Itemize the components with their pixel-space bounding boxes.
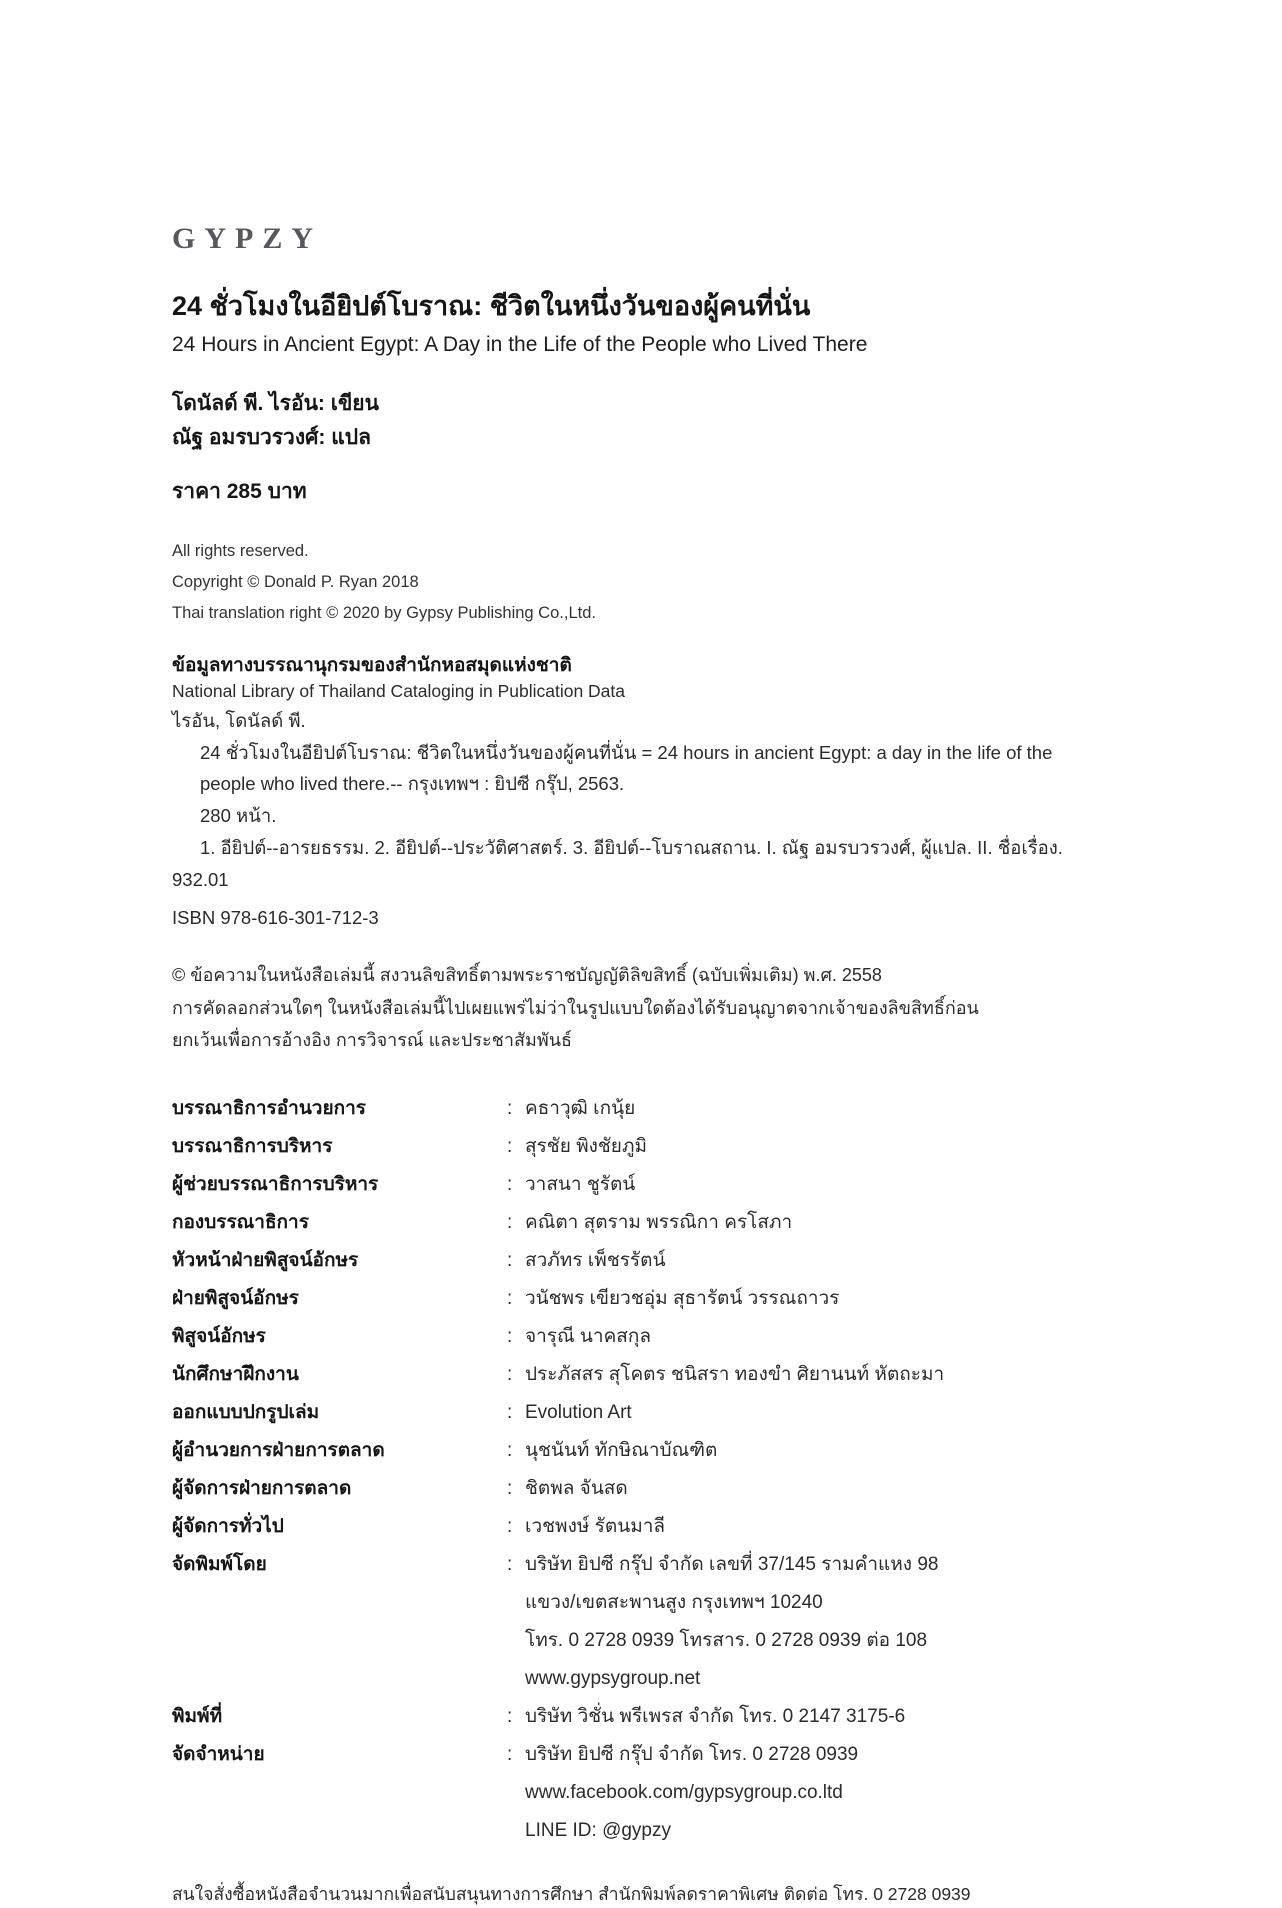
rights-reserved-line: All rights reserved. bbox=[172, 541, 309, 560]
credit-label: ผู้จัดการฝ่ายการตลาด bbox=[172, 1477, 352, 1499]
credit-label: ฝ่ายพิสูจน์อักษร bbox=[172, 1287, 299, 1309]
credit-colon: : bbox=[507, 1401, 513, 1423]
credit-row-director-editor bbox=[172, 1090, 1152, 1128]
cip-subjects: 1. อียิปต์--อารยธรรม. 2. อียิปต์--ประวัติศาสตร์. 3. อียิปต์--โบราณสถาน. I. ณัฐ อมรบวรวงศ์, ผู้แปล. II. ชื่อเรื่อง. bbox=[200, 837, 1063, 859]
notice-line-1: © ข้อความในหนังสือเล่มนี้ สงวนลิขสิทธิ์ตามพระราชบัญญัติลิขสิทธิ์ (ฉบับเพิ่มเติม) พ.ศ. 2558 bbox=[172, 965, 882, 986]
credit-colon: : bbox=[507, 1097, 513, 1119]
credits-table bbox=[172, 1090, 1152, 1850]
price-line: ราคา 285 บาท bbox=[172, 479, 307, 503]
credit-row-general-manager bbox=[172, 1508, 1152, 1546]
credit-value: วนัชพร เขียวชอุ่ม สุธารัตน์ วรรณถาวร bbox=[525, 1287, 840, 1309]
rights-block bbox=[172, 536, 1152, 629]
credit-label: ผู้อำนวยการฝ่ายการตลาด bbox=[172, 1439, 385, 1461]
publisher-address-line-2: แขวง/เขตสะพานสูง กรุงเทพฯ 10240 bbox=[525, 1591, 823, 1613]
distributor-facebook: www.facebook.com/gypsygroup.co.ltd bbox=[525, 1781, 843, 1803]
credit-row-printed-at bbox=[172, 1698, 1152, 1736]
notice-line-3: ยกเว้นเพื่อการอ้างอิง การวิจารณ์ และประชาสัมพันธ์ bbox=[172, 1029, 573, 1050]
credit-colon: : bbox=[507, 1477, 513, 1499]
bulk-order-footer: สนใจสั่งซื้อหนังสือจำนวนมากเพื่อสนับสนุนทางการศึกษา สำนักพิมพ์ลดราคาพิเศษ ติดต่อ โทร. 0 2728 0939 bbox=[172, 1883, 971, 1904]
credit-colon: : bbox=[507, 1211, 513, 1233]
credit-value: สุรชัย พิงชัยภูมิ bbox=[525, 1135, 647, 1157]
translator-line: ณัฐ อมรบวรวงศ์: แปล bbox=[172, 425, 371, 449]
credit-value: นุชนันท์ ทักษิณาบัณฑิต bbox=[525, 1439, 718, 1461]
credit-value: ประภัสสร สุโคตร ชนิสรา ทองขำ ศิยานนท์ หัตถะมา bbox=[525, 1363, 945, 1385]
credit-row-cover-design bbox=[172, 1394, 1152, 1432]
cip-author-entry: ไรอัน, โดนัลด์ พี. bbox=[172, 709, 306, 731]
credit-label: บรรณาธิการบริหาร bbox=[172, 1135, 333, 1157]
credit-value: คณิตา สุตราม พรรณิกา ครโสภา bbox=[525, 1211, 793, 1233]
publisher-logo: GYPZY bbox=[172, 222, 322, 255]
credit-row-assistant-editor bbox=[172, 1166, 1152, 1204]
credit-row-proofreading-head bbox=[172, 1242, 1152, 1280]
distributor-line-id: LINE ID: @gypzy bbox=[525, 1819, 671, 1841]
credit-value: Evolution Art bbox=[525, 1401, 632, 1423]
distributor-line: บริษัท ยิปซี กรุ๊ป จำกัด โทร. 0 2728 0939 bbox=[525, 1743, 859, 1765]
byline-block bbox=[172, 387, 1152, 455]
credit-colon: : bbox=[507, 1249, 513, 1271]
copyright-line: Copyright © Donald P. Ryan 2018 bbox=[172, 572, 419, 591]
credit-value: วาสนา ชูรัตน์ bbox=[525, 1173, 636, 1195]
credit-colon: : bbox=[507, 1515, 513, 1537]
publisher-website: www.gypsygroup.net bbox=[525, 1667, 701, 1689]
credit-label: ผู้จัดการทั่วไป bbox=[172, 1515, 284, 1537]
credit-row-proofreading-team bbox=[172, 1280, 1152, 1318]
cataloging-data-block bbox=[172, 653, 1152, 934]
credit-colon: : bbox=[507, 1743, 513, 1765]
credit-value: คธาวุฒิ เกนุ้ย bbox=[525, 1097, 636, 1119]
credit-label: ออกแบบปกรูปเล่ม bbox=[172, 1401, 320, 1423]
cip-header-english: National Library of Thailand Cataloging in Publication Data bbox=[172, 681, 626, 702]
cip-dewey-number: 932.01 bbox=[172, 868, 229, 890]
credit-label: กองบรรณาธิการ bbox=[172, 1211, 309, 1233]
credit-row-interns bbox=[172, 1356, 1152, 1394]
cip-pages: 280 หน้า. bbox=[200, 805, 277, 827]
credit-label: จัดจำหน่าย bbox=[172, 1743, 265, 1765]
credit-value: จารุณี นาคสกุล bbox=[525, 1325, 652, 1347]
credit-colon: : bbox=[507, 1173, 513, 1195]
credit-colon: : bbox=[507, 1553, 513, 1575]
cip-title-line-1: 24 ชั่วโมงในอียิปต์โบราณ: ชีวิตในหนึ่งวันของผู้คนที่นั่น = 24 hours in ancient Egypt: a day in the life of the bbox=[200, 741, 1053, 763]
credit-row-marketing-manager bbox=[172, 1470, 1152, 1508]
book-title-thai: 24 ชั่วโมงในอียิปต์โบราณ: ชีวิตในหนึ่งวันของผู้คนที่นั่น bbox=[172, 291, 811, 321]
credit-colon: : bbox=[507, 1325, 513, 1347]
cip-title-line-2: people who lived there.-- กรุงเทพฯ : ยิปซี กรุ๊ป, 2563. bbox=[200, 773, 625, 795]
credit-label: จัดพิมพ์โดย bbox=[172, 1553, 267, 1575]
isbn-line: ISBN 978-616-301-712-3 bbox=[172, 906, 379, 928]
credit-label: นักศึกษาฝึกงาน bbox=[172, 1363, 299, 1385]
author-line: โดนัลด์ พี. ไรอัน: เขียน bbox=[172, 391, 379, 415]
cip-header-thai: ข้อมูลทางบรรณานุกรมของสำนักหอสมุดแห่งชาติ bbox=[172, 654, 572, 676]
credit-colon: : bbox=[507, 1439, 513, 1461]
credit-colon: : bbox=[507, 1363, 513, 1385]
publisher-address-line-1: บริษัท ยิปซี กรุ๊ป จำกัด เลขที่ 37/145 รามคำแหง 98 bbox=[525, 1553, 939, 1575]
credit-row-marketing-director bbox=[172, 1432, 1152, 1470]
credit-row-proofreader bbox=[172, 1318, 1152, 1356]
translation-rights-line: Thai translation right © 2020 by Gypsy Publishing Co.,Ltd. bbox=[172, 603, 596, 622]
notice-line-2: การคัดลอกส่วนใดๆ ในหนังสือเล่มนี้ไปเผยแพร่ไม่ว่าในรูปแบบใดต้องได้รับอนุญาตจากเจ้าของลิขสิทธิ์ก่อน bbox=[172, 997, 979, 1018]
credit-row-published-by bbox=[172, 1546, 1152, 1698]
credit-label: บรรณาธิการอำนวยการ bbox=[172, 1097, 366, 1119]
publisher-phone-line: โทร. 0 2728 0939 โทรสาร. 0 2728 0939 ต่อ 108 bbox=[525, 1629, 928, 1651]
credit-label: พิสูจน์อักษร bbox=[172, 1325, 266, 1347]
copyright-notice-block bbox=[172, 959, 1152, 1055]
credit-colon: : bbox=[507, 1135, 513, 1157]
credit-colon: : bbox=[507, 1705, 513, 1727]
credit-value: ชิตพล จันสด bbox=[525, 1477, 628, 1499]
credit-row-distributed-by bbox=[172, 1736, 1152, 1850]
credit-value: เวชพงษ์ รัตนมาลี bbox=[525, 1515, 666, 1537]
credit-label: พิมพ์ที่ bbox=[172, 1705, 223, 1727]
book-title-english: 24 Hours in Ancient Egypt: A Day in the Life of the People who Lived There bbox=[172, 332, 868, 356]
credit-label: หัวหน้าฝ่ายพิสูจน์อักษร bbox=[172, 1249, 359, 1271]
credit-row-editorial-team bbox=[172, 1204, 1152, 1242]
credit-colon: : bbox=[507, 1287, 513, 1309]
credit-value: สวภัทร เพ็ชรรัตน์ bbox=[525, 1249, 666, 1271]
credit-label: ผู้ช่วยบรรณาธิการบริหาร bbox=[172, 1173, 379, 1195]
credit-row-executive-editor bbox=[172, 1128, 1152, 1166]
printer-line: บริษัท วิชั่น พรีเพรส จำกัด โทร. 0 2147 3175-6 bbox=[525, 1705, 906, 1727]
